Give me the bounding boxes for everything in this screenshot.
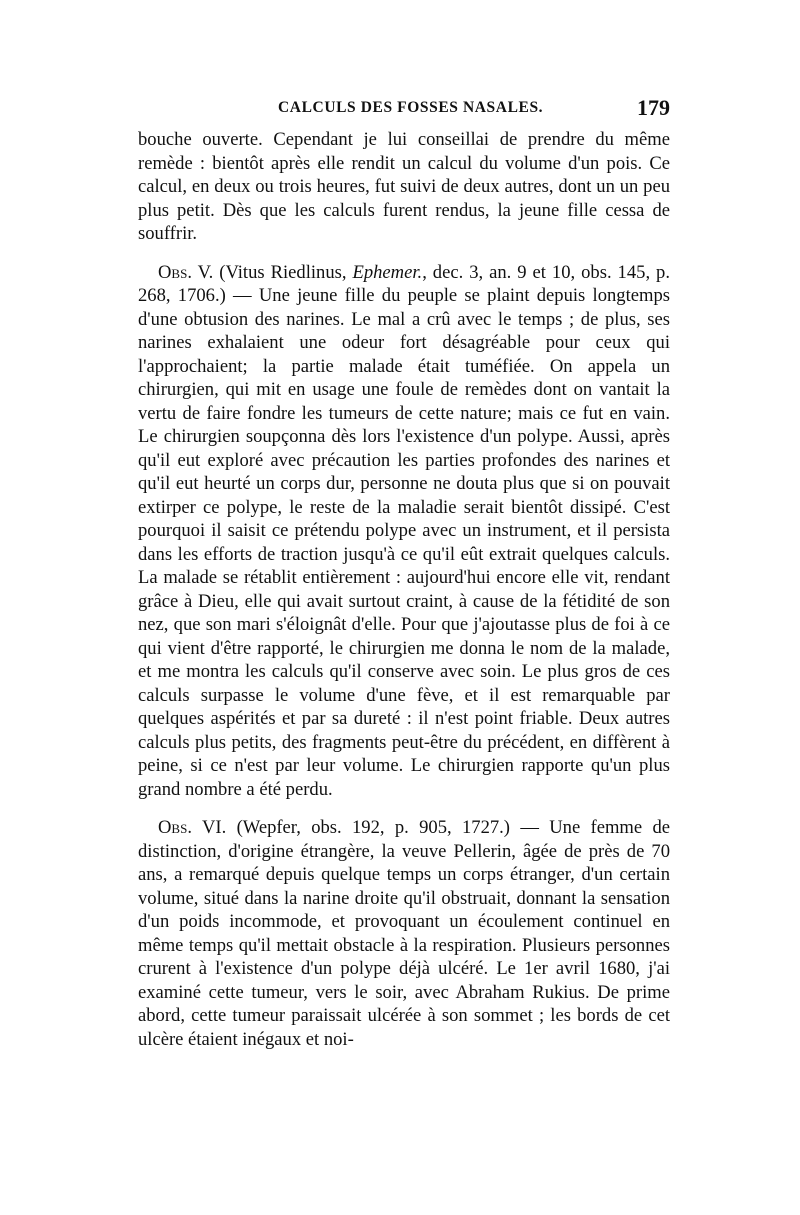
running-head: [138, 95, 670, 125]
observation-number: VI.: [201, 817, 227, 838]
paragraph-text: , dec. 3, an. 9 et 10, obs. 145, p. 268, 1706.) — Une jeune fille du peuple se plaint depuis longtemps d'une obtusion des narines. Le mal a crû avec le temps ; de plus, ses narines exhalaient une odeur fort désagréable pour ceux qui l'approchaient; la partie malade était tuméfiée. On appela un chirurgien, qui mit en usage une foule de remèdes dont on vantait la vertu de faire fondre les tumeurs de cette nature; mais ce fut en vain. Le chirurgien soupçonna dès lors l'existence d'un polype. Aussi, après qu'il eut exploré avec précaution les parties profondes des narines et qu'il eut heurté un corps dur, personne ne douta plus que si on pouvait extirper ce polype, le reste de la maladie serait bientôt dissipé. C'est pourquoi il saisit ce prétendu polype avec un instrument, et il persista dans les efforts de traction jusqu'à ce qu'il eût extrait quelques calculs. La malade se rétablit entièrement : aujourd'hui encore elle vit, rendant grâce à Dieu, elle qui avait surtout craint, à cause de la fétidité de son nez, que son mari s'éloignât d'elle. Pour que j'ajoutasse plus de foi à ce qui vient d'être rapporté, le chirurgien me donna le nom de la malade, et me montra les calculs qu'il conserve avec soin. Le plus gros de ces calculs surpasse le volume d'une fève, et il est remarquable par quelques aspérités et par sa dureté : il n'est point friable. Deux autres calculs plus petits, des fragments peut-être du précédent, en diffèrent à peine, si ce n'est par leur volume. Le chirurgien rapporte qu'un plus grand nombre a été perdu.: [138, 261, 670, 800]
page-number: 179: [637, 95, 670, 120]
observation-vi: [138, 816, 670, 1051]
observation-label: Obs.: [158, 817, 192, 838]
body-text: [138, 128, 670, 1051]
paragraph-text: bouche ouverte. Cependant je lui conseillai de prendre du même remède : bientôt après elle rendit un calcul du volume d'un pois. Ce calcul, en deux ou trois heures, fut suivi de deux autres, dont un un peu plus petit. Dès que les calculs furent rendus, la jeune fille cessa de souffrir.: [138, 129, 670, 244]
paragraph-text: (Wepfer, obs. 192, p. 905, 1727.) — Une femme de distinction, d'origine étrangère, la veuve Pellerin, âgée de près de 70 ans, a remarqué depuis quelque temps un corps étranger, d'un certain volume, situé dans la narine droite qu'il obstruait, donnant la sensation d'un poids incommode, et provoquant un écoulement continuel en même temps qu'il mettait obstacle à la respiration. Plusieurs personnes crurent à l'existence d'un polype déjà ulcéré. Le 1er avril 1680, j'ai examiné cette tumeur, vers le soir, avec Abraham Rukius. De prime abord, cette tumeur paraissait ulcérée à son sommet ; les bords de cet ulcère étaient inégaux et noi-: [138, 817, 670, 1050]
running-title: CALCULS DES FOSSES NASALES.: [278, 99, 544, 116]
observation-number: V. (Vitus Riedlinus,: [197, 261, 353, 283]
observation-label: Obs.: [158, 261, 192, 283]
book-page: [138, 95, 670, 1051]
source-title: Ephemer.: [352, 261, 423, 283]
observation-v: [138, 261, 670, 802]
paragraph-continuation: [138, 128, 670, 246]
